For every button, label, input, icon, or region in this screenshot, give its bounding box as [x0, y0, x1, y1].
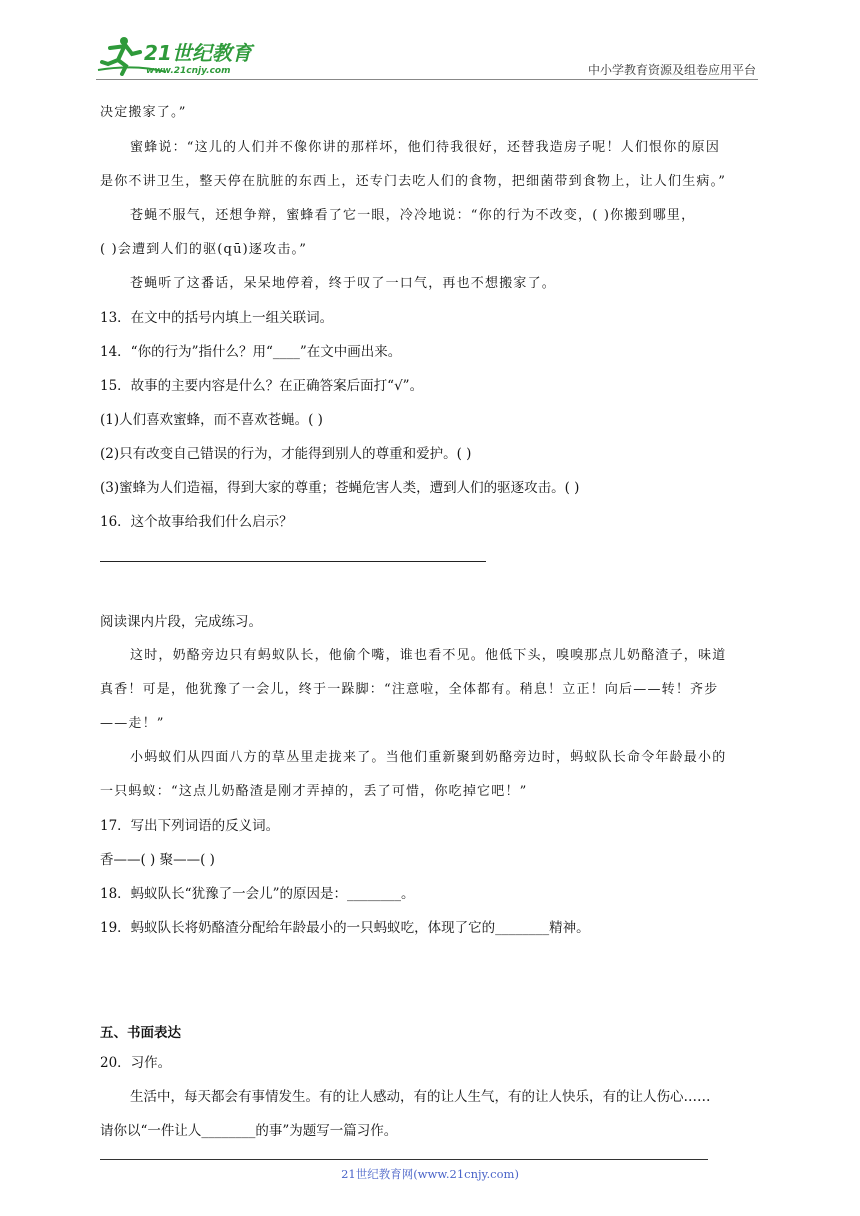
page-header [96, 30, 756, 80]
passage1-line-3: 是你不讲卫生，整天停在肮脏的东西上，还专门去吃人们的食物，把细菌带到食物上，让人们生病。” [100, 174, 727, 189]
section-5-line-1: 生活中，每天都会有事情发生。有的让人感动，有的让人生气，有的让人快乐，有的让人伤心…… [130, 1089, 711, 1105]
passage1-line-5: ( )会遭到人们的驱(qū)逐攻击。” [100, 242, 308, 257]
footer-divider [100, 1159, 708, 1160]
question-16: 16．这个故事给我们什么启示？ [100, 514, 293, 530]
question-13: 13．在文中的括号内填上一组关联词。 [100, 310, 334, 326]
header-divider [96, 79, 758, 80]
footer-text: 21世纪教育网(www.21cnjy.com) [341, 1167, 519, 1181]
section-5-line-2: 请你以“一件让人________的事”为题写一篇习作。 [100, 1123, 398, 1139]
logo-text-url: www.21cnjy.com [146, 66, 231, 76]
question-14: 14．“你的行为”指什么？用“____”在文中画出来。 [100, 344, 402, 360]
passage2-line-4: 小蚂蚁们从四面八方的草丛里走拢来了。当他们重新聚到奶酪旁边时，蚂蚁队长命令年龄最小的 [130, 750, 727, 765]
passage2-intro: 阅读课内片段，完成练习。 [100, 614, 262, 630]
passage1-line-6: 苍蝇听了这番话，呆呆地停着，终于叹了一口气，再也不想搬家了。 [130, 276, 557, 291]
question-15-option-2: (2)只有改变自己错误的行为，才能得到别人的尊重和爱护。( ) [100, 446, 472, 462]
question-15: 15．故事的主要内容是什么？在正确答案后面打“√”。 [100, 378, 424, 394]
question-17-items: 香——( ) 聚——( ) [100, 852, 215, 868]
logo-text-cn: 21世纪教育 [144, 41, 252, 65]
passage1-line-4: 苍蝇不服气，还想争辩，蜜蜂看了它一眼，冷冷地说：“你的行为不改变，( )你搬到哪里， [130, 208, 696, 223]
passage2-line-2: 真香！可是，他犹豫了一会儿，终于一跺脚：“注意啦，全体都有。稍息！立正！向后——转！齐步 [100, 682, 719, 697]
platform-name: 中小学教育资源及组卷应用平台 [587, 63, 756, 77]
answer-line [100, 561, 486, 562]
passage1-line-2: 蜜蜂说：“这儿的人们并不像你讲的那样坏，他们待我很好，还替我造房子呢！人们恨你的原因 [130, 140, 721, 155]
question-19: 19．蚂蚁队长将奶酪渣分配给年龄最小的一只蚂蚁吃，体现了它的________精神。 [100, 920, 590, 936]
question-17: 17．写出下列词语的反义词。 [100, 818, 280, 834]
passage2-line-1: 这时，奶酪旁边只有蚂蚁队长，他偷个嘴，谁也看不见。他低下头，嗅嗅那点儿奶酪渣子，味道 [130, 648, 727, 663]
logo-21cnjy [96, 34, 266, 76]
question-18: 18．蚂蚁队长“犹豫了一会儿”的原因是：________。 [100, 886, 415, 902]
section-5-title: 五、书面表达 [100, 1025, 181, 1041]
passage1-line-1: 决定搬家了。” [100, 105, 187, 120]
question-15-option-1: (1)人们喜欢蜜蜂，而不喜欢苍蝇。( ) [100, 412, 323, 428]
question-15-option-3: (3)蜜蜂为人们造福，得到大家的尊重；苍蝇危害人类，遭到人们的驱逐攻击。( ) [100, 480, 580, 496]
passage2-line-5: 一只蚂蚁：“这点儿奶酪渣是刚才弄掉的，丢了可惜，你吃掉它吧！” [100, 784, 528, 799]
question-20: 20．习作。 [100, 1055, 172, 1071]
passage2-line-3: ——走！” [100, 716, 165, 731]
